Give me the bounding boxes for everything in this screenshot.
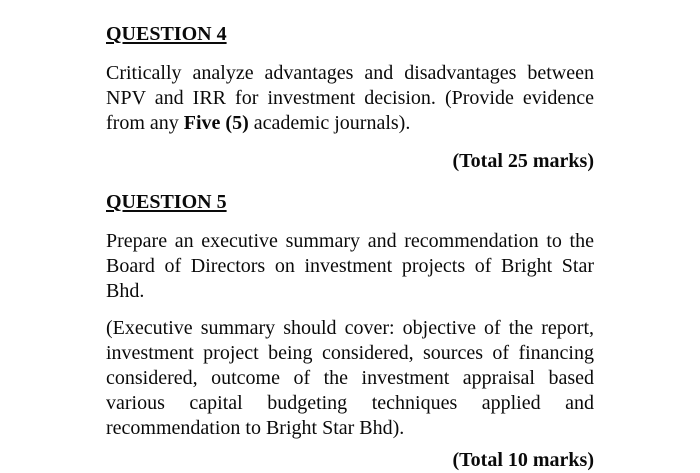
question-5-note: (Executive summary should cover: objective of the report, investment project being considered, sources of financing considered, outcome of the investment appraisal based various capital budgeting techniques applied and recommendation to Bright Star Bhd). [106,317,594,439]
question-4-total-marks: (Total 25 marks) [452,150,594,172]
question-5-total-marks: (Total 10 marks) [452,449,594,471]
question-5-body: Prepare an executive summary and recommendation to the Board of Directors on investment projects of Bright Star Bhd. [106,230,594,302]
question-4-body-bold: Five (5) [183,112,249,134]
question-4-body [106,61,594,136]
document-page [106,22,594,473]
question-4-heading: QUESTION 4 [106,23,227,45]
question-4-body-text-2: academic journals). [248,112,411,134]
question-4-body-text-1: Critically analyze advantages and disadvantages between NPV and IRR for investment decision. (Provide evidence from any [106,62,594,134]
question-5-heading: QUESTION 5 [106,191,227,213]
